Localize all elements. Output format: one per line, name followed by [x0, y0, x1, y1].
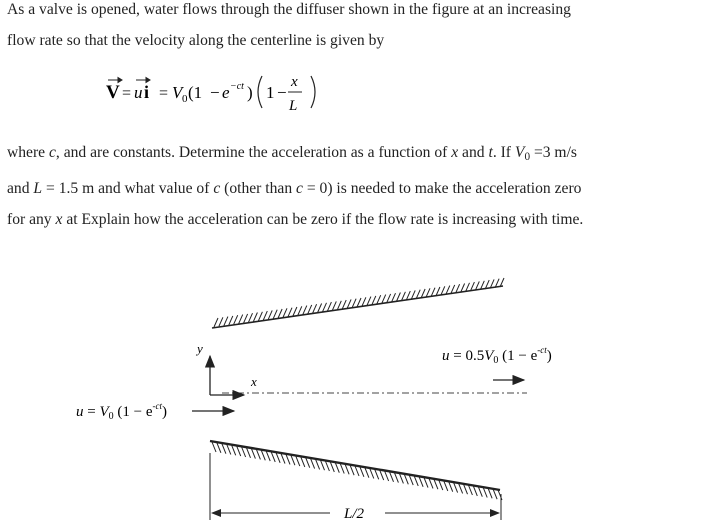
- hatch-mark: [214, 318, 218, 327]
- hatch-mark: [335, 463, 339, 473]
- hatch-mark: [342, 300, 346, 309]
- hatch-mark: [217, 443, 221, 453]
- hatch-mark: [234, 315, 238, 324]
- hatch-mark: [311, 459, 315, 469]
- hatch-mark: [249, 313, 253, 322]
- hatch-mark: [258, 312, 262, 321]
- hatch-mark: [261, 450, 265, 460]
- hatch-mark: [242, 447, 246, 457]
- eq-equals-1: =: [122, 85, 132, 102]
- hatch-mark: [478, 487, 482, 497]
- hatch-mark: [239, 315, 243, 324]
- intro-line-1: As a valve is opened, water flows through the diffuser shown in the figure at an increasing: [7, 1, 571, 18]
- hatch-mark: [332, 301, 336, 310]
- hatch-mark: [229, 316, 233, 325]
- hatch-mark: [283, 308, 287, 317]
- q-text-c: and: [458, 144, 489, 161]
- lower-wall-hatching: [212, 442, 502, 500]
- hatch-mark: [212, 442, 216, 452]
- hatch-mark: [350, 465, 354, 475]
- hatch-mark: [483, 488, 487, 498]
- hatch-mark: [286, 454, 290, 464]
- hatch-mark: [352, 299, 356, 308]
- hatch-mark: [493, 489, 497, 499]
- hatch-mark: [429, 478, 433, 488]
- hatch-mark: [464, 484, 468, 494]
- hatch-mark: [308, 305, 312, 314]
- velocity-equation: [0, 0, 702, 140]
- hatch-mark: [237, 446, 241, 456]
- hatch-mark: [380, 470, 384, 480]
- hatch-mark: [232, 445, 236, 455]
- eq-V0: V: [172, 83, 183, 102]
- hatch-mark: [439, 480, 443, 490]
- eq-equals-2: =: [159, 85, 169, 102]
- q-text-g: = 1.5 m and what value of: [42, 179, 214, 197]
- y-axis-label: y: [197, 341, 203, 356]
- hatch-mark: [251, 449, 255, 459]
- q-var-x: x: [451, 144, 459, 161]
- hatch-mark: [488, 488, 492, 498]
- hatch-mark: [424, 478, 428, 488]
- q-text-b: , and are constants. Determine the acceleration as a function of: [55, 144, 452, 161]
- problem-text-question: [7, 137, 697, 235]
- hatch-mark: [263, 311, 267, 320]
- eq-unit-i: i: [144, 82, 150, 102]
- hatch-mark: [419, 477, 423, 487]
- hatch-mark: [268, 310, 272, 319]
- q-var-V0-sub: 0: [524, 150, 531, 163]
- hatch-mark: [337, 301, 341, 310]
- hatch-mark: [222, 444, 226, 454]
- hatch-mark: [409, 475, 413, 485]
- hatch-mark: [375, 469, 379, 479]
- hatch-mark: [256, 449, 260, 459]
- hatch-mark: [278, 309, 282, 318]
- eq-minus-2: −: [277, 83, 287, 102]
- hatch-mark: [449, 482, 453, 492]
- dim-label: L/2: [344, 506, 365, 522]
- hatch-mark: [390, 472, 394, 482]
- hatch-mark: [473, 486, 477, 496]
- upper-wall-hatching: [214, 278, 504, 327]
- eq-V0-sub: 0: [182, 93, 188, 105]
- hatch-mark: [219, 317, 223, 326]
- hatch-mark: [394, 473, 398, 483]
- q-var-c: c: [49, 144, 56, 161]
- hatch-mark: [347, 299, 351, 308]
- eq-vector-V: V: [106, 82, 120, 103]
- hatch-mark: [247, 448, 251, 458]
- big-paren-right: [311, 76, 315, 108]
- hatch-mark: [224, 317, 228, 326]
- hatch-mark: [271, 452, 275, 462]
- hatch-mark: [227, 445, 231, 455]
- q-var-x-2: x: [55, 210, 63, 228]
- eq-close-1: ): [247, 83, 253, 102]
- hatch-mark: [454, 483, 458, 493]
- x-axis-label: x: [251, 374, 257, 389]
- eq-one: 1: [266, 83, 275, 102]
- hatch-mark: [281, 454, 285, 464]
- hatch-mark: [301, 457, 305, 467]
- eq-e: e: [222, 83, 230, 102]
- q-var-L: L: [33, 179, 43, 197]
- hatch-mark: [323, 303, 327, 312]
- hatch-mark: [330, 462, 334, 472]
- q-text-i: = 0) is needed to make the acceleration zero: [302, 179, 582, 197]
- hatch-mark: [276, 453, 280, 463]
- lower-wall: [210, 441, 500, 490]
- hatch-mark: [253, 313, 257, 322]
- hatch-mark: [273, 310, 277, 319]
- hatch-mark: [459, 483, 463, 493]
- diffuser-figure: [0, 240, 702, 525]
- hatch-mark: [298, 306, 302, 315]
- q-text-f: and: [7, 179, 34, 197]
- q-text-a: where: [7, 144, 49, 161]
- hatch-mark: [444, 481, 448, 491]
- hatch-mark: [266, 451, 270, 461]
- hatch-mark: [385, 471, 389, 481]
- hatch-mark: [296, 456, 300, 466]
- hatch-mark: [340, 464, 344, 474]
- hatch-mark: [288, 308, 292, 317]
- eq-exponent: −ct: [230, 81, 244, 92]
- q-text-e: =3 m/s: [530, 144, 577, 161]
- hatch-mark: [318, 304, 322, 313]
- hatch-mark: [327, 302, 331, 311]
- hatch-mark: [321, 460, 325, 470]
- q-var-c-2: c: [213, 179, 221, 197]
- hatch-mark: [306, 458, 310, 468]
- hatch-mark: [293, 307, 297, 316]
- hatch-mark: [414, 476, 418, 486]
- hatch-mark: [313, 304, 317, 313]
- hatch-mark: [345, 464, 349, 474]
- hatch-mark: [468, 485, 472, 495]
- hatch-mark: [357, 298, 361, 307]
- q-var-V0: V: [514, 144, 525, 161]
- intro-line-2: flow rate so that the velocity along the centerline is given by: [7, 32, 385, 49]
- hatch-mark: [370, 469, 374, 479]
- q-text-j: for any: [7, 210, 56, 228]
- inlet-velocity-label: $u = V_0$ $(1 - e^{-ct})$: [76, 401, 168, 422]
- big-paren-left: [258, 76, 262, 108]
- hatch-mark: [303, 306, 307, 315]
- outlet-velocity-label: $u = 0.5V_0$ $(1 - e^{-ct})$: [442, 345, 552, 366]
- hatch-mark: [355, 466, 359, 476]
- hatch-mark: [367, 297, 371, 306]
- hatch-mark: [377, 295, 381, 304]
- hatch-mark: [372, 296, 376, 305]
- hatch-mark: [434, 479, 438, 489]
- eq-u: u: [134, 83, 143, 102]
- hatch-mark: [404, 474, 408, 484]
- q-text-k: at Explain how the acceleration can be zero if the flow rate is increasing with time.: [62, 210, 584, 228]
- hatch-mark: [362, 297, 366, 306]
- eq-minus-1: −: [210, 83, 220, 102]
- hatch-mark: [325, 461, 329, 471]
- q-var-t: t: [488, 144, 493, 161]
- hatch-mark: [291, 455, 295, 465]
- hatch-mark: [399, 473, 403, 483]
- q-var-c-3: c: [296, 179, 303, 197]
- hatch-mark: [365, 468, 369, 478]
- hatch-mark: [360, 467, 364, 477]
- q-text-d: . If: [492, 144, 515, 161]
- q-text-h: (other than: [220, 179, 297, 197]
- hatch-mark: [244, 314, 248, 323]
- eq-frac-L: L: [289, 98, 298, 114]
- eq-frac-x: x: [291, 74, 298, 90]
- eq-open-1: (1: [188, 83, 203, 102]
- hatch-mark: [316, 459, 320, 469]
